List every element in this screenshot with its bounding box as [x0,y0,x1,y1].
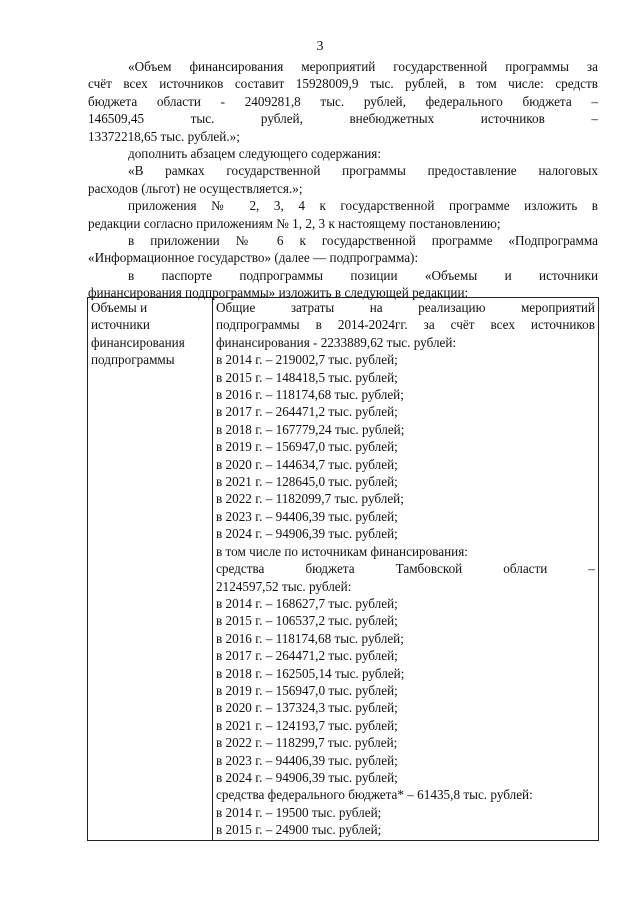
content-line: в 2021 г. – 128645,0 тыс. рублей; [216,474,398,490]
content-line: в том числе по источникам финансирования: [216,543,468,559]
paragraph-funding-line-2: счёт всех источников составит 15928009,9 тыс. рублей, в том числе: средств [88,76,598,92]
heading-line: Объемы и [91,300,148,315]
paragraph-appendices-line-1: приложения № 2, 3, 4 к государственной программе изложить в [128,198,598,214]
table-row [88,298,599,841]
content-line: в 2018 г. – 167779,24 тыс. рублей; [216,421,405,437]
content-line: в 2024 г. – 94906,39 тыс. рублей; [216,769,398,785]
content-line: в 2022 г. – 118299,7 тыс. рублей; [216,735,398,751]
content-line: в 2016 г. – 118174,68 тыс. рублей; [216,387,404,403]
content-line: в 2017 г. – 264471,2 тыс. рублей; [216,404,398,420]
content-line: средства федерального бюджета* – 61435,8 тыс. рублей: [216,787,533,803]
content-line: 2124597,52 тыс. рублей: [216,578,352,594]
content-line: Общие затраты на реализацию мероприятий [216,300,595,315]
content-line: в 2018 г. – 162505,14 тыс. рублей; [216,665,405,681]
paragraph-add: дополнить абзацем следующего содержания: [128,146,382,162]
paragraph-funding-line-3: бюджета области - 2409281,8 тыс. рублей, федерального бюджета – [88,93,598,109]
intro-text [88,58,598,302]
page-bottom-margin [86,844,600,914]
content-line: в 2014 г. – 19500 тыс. рублей; [216,804,382,820]
content-line: в 2016 г. – 118174,68 тыс. рублей; [216,630,404,646]
funding-table [87,297,599,841]
table-cell-heading [88,298,213,841]
content-line: средства бюджета Тамбовской области – [216,561,595,577]
content-line: в 2022 г. – 1182099,7 тыс. рублей; [216,491,404,507]
content-line: в 2014 г. – 219002,7 тыс. рублей; [216,352,398,368]
content-line: в 2024 г. – 94906,39 тыс. рублей; [216,526,398,542]
content-line: в 2015 г. – 148418,5 тыс. рублей; [216,369,398,385]
content-line: в 2014 г. – 168627,7 тыс. рублей; [216,595,398,611]
content-line: в 2021 г. – 124193,7 тыс. рублей; [216,717,398,733]
paragraph-appendices-line-2: редакции согласно приложениям № 1, 2, 3 к настоящему постановлению; [88,215,501,231]
paragraph-funding-line-1: «Объем финансирования мероприятий государственной программы за [128,59,598,74]
paragraph-subprogram-line-2: «Информационное государство» (далее — подпрограмма): [88,250,419,266]
content-line: в 2020 г. – 144634,7 тыс. рублей; [216,456,398,472]
page-number: 3 [316,39,324,54]
content-line: в 2015 г. – 106537,2 тыс. рублей; [216,613,398,629]
content-line: в 2017 г. – 264471,2 тыс. рублей; [216,648,398,664]
content-line: финансирования - 2233889,62 тыс. рублей: [216,334,457,350]
content-line: подпрограммы в 2014-2024гг. за счёт всех источников [216,317,595,333]
paragraph-tax-line-1: «В рамках государственной программы предоставление налоговых [128,163,598,179]
paragraph-funding-line-4: 146509,45 тыс. рублей, внебюджетных источников – [88,111,598,127]
heading-line: финансирования [91,334,185,350]
table-cell-content [213,298,599,841]
heading-line: источники [91,317,150,333]
content-line: в 2019 г. – 156947,0 тыс. рублей; [216,439,398,455]
paragraph-passport-line-2: финансирования подпрограммы» изложить в следующей редакции: [88,285,469,301]
heading-line: подпрограммы [91,352,175,368]
paragraph-funding-line-5: 13372218,65 тыс. рублей.»; [88,128,240,144]
paragraph-tax-line-2: расходов (льгот) не осуществляется.»; [88,180,303,196]
content-line: в 2023 г. – 94406,39 тыс. рублей; [216,508,398,524]
content-line: в 2015 г. – 24900 тыс. рублей; [216,822,382,838]
paragraph-passport-line-1: в паспорте подпрограммы позиции «Объемы и источники [128,267,598,283]
content-line: в 2019 г. – 156947,0 тыс. рублей; [216,682,398,698]
content-line: в 2020 г. – 137324,3 тыс. рублей; [216,700,398,716]
content-line: в 2023 г. – 94406,39 тыс. рублей; [216,752,398,768]
paragraph-subprogram-line-1: в приложении № 6 к государственной программе «Подпрограмма [128,233,598,249]
